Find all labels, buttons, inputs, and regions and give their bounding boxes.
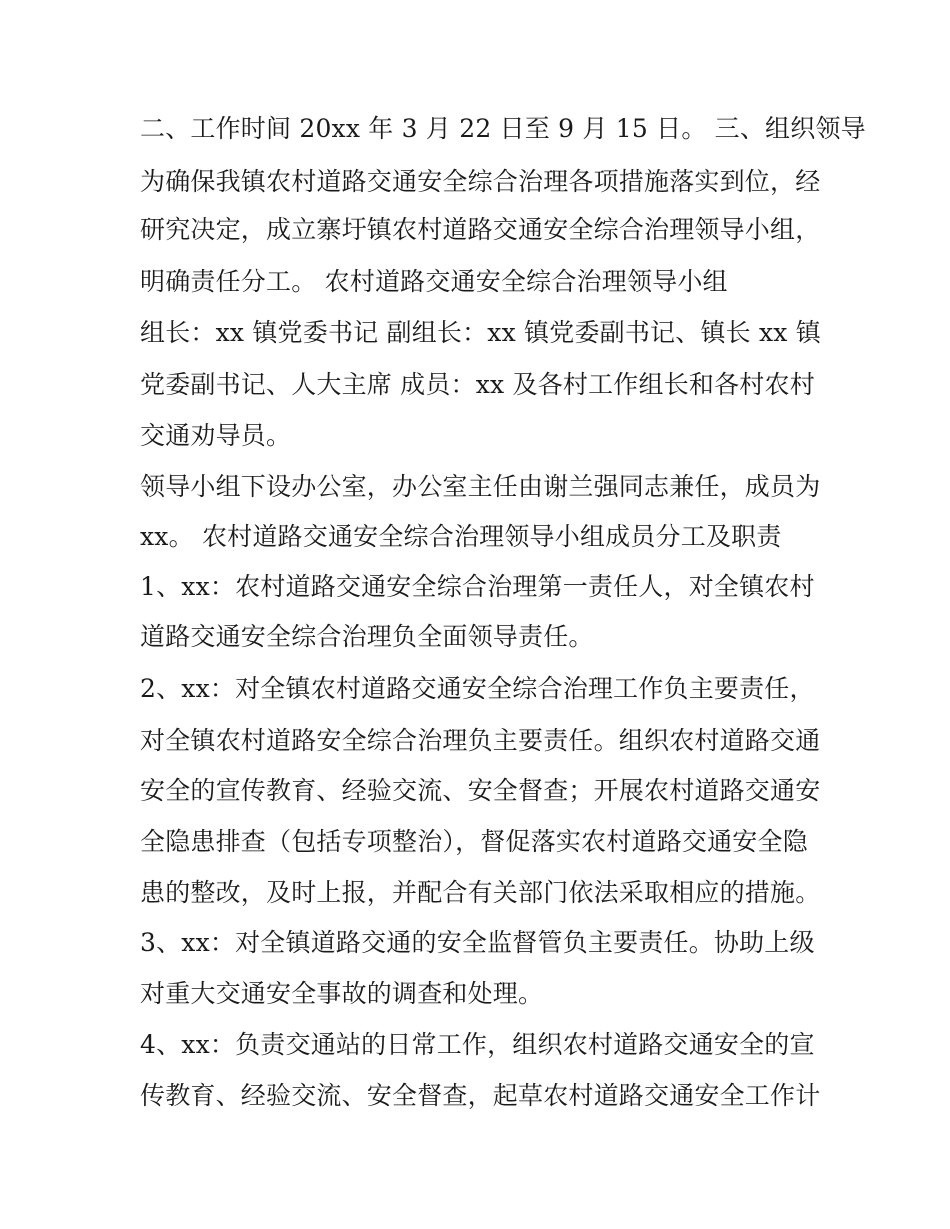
text-line: 对重大交通安全事故的调查和处理。	[140, 979, 544, 1008]
text-line: 2、xx：对全镇农村道路交通安全综合治理工作负主要责任，	[140, 674, 815, 703]
text-line: 领导小组下设办公室，办公室主任由谢兰强同志兼任，成员为	[140, 472, 821, 501]
text-line: 1、xx：农村道路交通安全综合治理第一责任人，对全镇农村	[140, 572, 815, 601]
text-line: 对全镇农村道路安全综合治理负主要责任。组织农村道路交通	[140, 726, 821, 755]
text-line: 交通劝导员。	[140, 421, 292, 450]
text-line: 为确保我镇农村道路交通安全综合治理各项措施落实到位，经	[140, 167, 821, 196]
text-line: 明确责任分工。 农村道路交通安全综合治理领导小组	[140, 267, 728, 296]
text-line: xx。 农村道路交通安全综合治理领导小组成员分工及职责	[140, 522, 782, 551]
text-line: 传教育、经验交流、安全督查，起草农村道路交通安全工作计	[140, 1081, 821, 1110]
text-line: 二、工作时间 20xx 年 3 月 22 日至 9 月 15 日。 三、组织领导	[140, 114, 866, 143]
text-line: 安全的宣传教育、经验交流、安全督查；开展农村道路交通安	[140, 776, 821, 805]
text-line: 患的整改，及时上报，并配合有关部门依法采取相应的措施。	[140, 878, 821, 907]
text-line: 党委副书记、人大主席 成员：xx 及各村工作组长和各村农村	[140, 370, 815, 399]
text-line: 研究决定，成立寨圩镇农村道路交通安全综合治理领导小组，	[140, 215, 821, 244]
text-line: 4、xx：负责交通站的日常工作，组织农村道路交通安全的宣	[140, 1030, 815, 1059]
text-line: 全隐患排查（包括专项整治），督促落实农村道路交通安全隐	[140, 827, 808, 856]
text-line: 组长：xx 镇党委书记 副组长：xx 镇党委副书记、镇长 xx 镇	[140, 318, 821, 347]
text-line: 3、xx：对全镇道路交通的安全监督管负主要责任。协助上级	[140, 928, 815, 957]
text-line: 道路交通安全综合治理负全面领导责任。	[140, 622, 594, 651]
